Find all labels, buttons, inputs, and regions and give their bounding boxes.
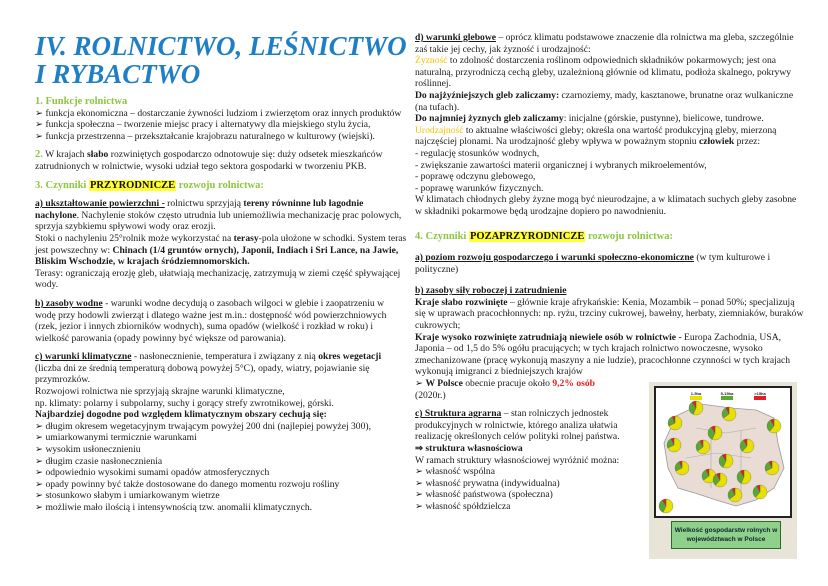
labour-heading: b) zasoby siły roboczej i zatrudnienie xyxy=(415,285,567,297)
section-4-heading: 4. Czynniki POZAPRZYRODNICZE rozwoju rolnictwa: xyxy=(415,230,674,242)
pie-marker xyxy=(696,440,710,454)
paragraph-relief: a) ukształtowanie powierzchni - rolnictwu sprzyjają tereny równinne lub łagodnie nachylone. Nachylenie stoków często utrudnia lub uniemożliwia mechanizację prac polowych, sprzyja szybkiemu spływowi wody oraz erozji. Stoki o nachyleniu 25°rolnik może wykorzystać na terasy-pola ułożone w schodki. System teras jest powszechny w: Chinach (1/4 gruntów ornych), Japonii, Indiach i Sri Lance, na Jawie, Bliskim Wschodzie, w krajach śródziemnomorskich. Terasy: ograniczają erozję gleb, ułatwiają mechanizację, zatrzymują w ziemi część spływającej wody. xyxy=(35,198,407,291)
paragraph-economy: a) poziom rozwoju gospodarczego i warunki społeczno-ekonomiczne (w tym kulturowe i polityczne) xyxy=(415,252,771,275)
list-item: - regulację stosunków wodnych, xyxy=(415,147,540,159)
pie-marker xyxy=(753,485,767,499)
pie-marker xyxy=(765,461,779,475)
pie-marker xyxy=(713,473,727,487)
page-title: IV. ROLNICTWO, LEŚNICTWO I RYBACTWO xyxy=(35,31,407,89)
farm-size-map xyxy=(649,382,797,559)
list-item: ➢ funkcja przestrzenna – przekształcanie krajobrazu naturalnego w kulturowy (wiejski). xyxy=(35,131,407,143)
list-item: ➢ stosunkowo słabym i umiarkowanym wietrze xyxy=(35,490,407,502)
list-item: ➢ własność państwowa (społeczna) xyxy=(415,489,645,501)
paragraph-soil: d) warunki glebowe – oprócz klimatu podstawowe znaczenie dla rolnictwa ma gleba, szczególnie zaś takie jej cechy, jak żyzność i urodzajność: Żyzność to zdolność dostarczenia roślinom odpowiednich składników pokarmowych; jest ona naturalną, przyrodniczą cechą gleby, uzależnioną głównie od klimatu, podłoża skalnego, pokrywy roślinnej. Do najżyźniejszych gleb zaliczamy: czarnoziemy, mady, kasztanowe, brunatne oraz wulkaniczne (na tufach). Do najmniej żyznych gleb zaliczamy: inicjalne (górskie, pustynne), bielicowe, tundrowe. Urodzajność to aktualne właściwości gleby; określa ona wartość produkcyjną gleby, mierzoną najczęściej plonami. Na urodzajność gleby wpływa w poważnym stopniu człowiek przez: xyxy=(415,32,794,148)
list-item: - poprawę odczynu glebowego, xyxy=(415,171,536,183)
pie-marker xyxy=(767,419,781,433)
list-item: ➢ opady powinny być także dostosowane do danego momentu rozwoju rośliny xyxy=(35,479,407,491)
pie-marker xyxy=(737,470,751,484)
map-caption: Wielkość gospodarstw rolnych w województwach w Polsce xyxy=(671,521,781,549)
pie-marker xyxy=(722,407,736,421)
soil-note: W klimatach chłodnych gleby żyzne mogą być nieurodzajne, a w klimatach suchych gleby zasobne w składniki pokarmowe będą urodzajne dopiero po nawodnieniu. xyxy=(415,194,797,217)
list-item: ➢ wysokim usłonecznieniu xyxy=(35,444,407,456)
poland-employment: ➢ W Polsce obecnie pracuje około 9,2% osób (2020r.) xyxy=(415,378,645,401)
left-column xyxy=(35,32,407,514)
pie-marker xyxy=(708,426,722,440)
list-item: ➢ własność wspólna xyxy=(415,466,645,478)
list-item: ➢ funkcja ekonomiczna – dostarczanie żywności ludziom i zwierzętom oraz innych produktów xyxy=(35,108,407,120)
section-1-heading: 1. Funkcje rolnictwa xyxy=(35,96,128,107)
legend-item: 5-15ha xyxy=(719,391,735,400)
section-2-text: 2. W krajach słabo rozwiniętych gospodarczo odnotowuje się: duży odsetek mieszkańców zatrudnionych w rolnictwie, wysoki udział tego sektora gospodarki w tworzeniu PKB. xyxy=(35,149,383,172)
list-item: ➢ długim okresem wegetacyjnym trwającym powyżej 200 dni (najlepiej powyżej 300), xyxy=(35,421,407,433)
pie-marker xyxy=(728,488,742,502)
pie-marker xyxy=(659,499,673,513)
pie-marker xyxy=(719,454,733,468)
map-frame xyxy=(654,386,792,518)
list-item: ➢ własność spółdzielcza xyxy=(415,501,645,513)
list-item: ➢ możliwie mało ilością i intensywnością tzw. anomalii klimatycznych. xyxy=(35,502,407,514)
section-3-heading: 3. Czynniki PRZYRODNICZE rozwoju rolnictwa: xyxy=(35,179,264,191)
list-item: - poprawę warunków fizycznych. xyxy=(415,182,544,194)
pie-marker xyxy=(675,461,689,475)
paragraph-climate: c) warunki klimatyczne - nasłonecznienie, temperatura i związany z nią okres wegetacji (liczba dni ze średnią temperaturą dobową powyżej 5°C), opady, wiatry, pojawianie się przymrozków. Rozwojowi rolnictwa nie sprzyjają skrajne warunki klimatyczne, np. klimaty: polarny i subpolarny, suchy i gorący strefy zwrotnikowej, górski. Najbardziej dogodne pod względem klimatycznym obszary cechują się: xyxy=(35,351,382,421)
list-item: ➢ odpowiednio wysokimi sumami opadów atmosferycznych xyxy=(35,467,407,479)
paragraph-labour: Kraje słabo rozwinięte – głównie kraje afrykańskie: Kenia, Mozambik – ponad 50%; specjalizują się w uprawach pracochłonnych: np. ryżu, trzciny cukrowej, bawełny, herbaty, ziemniaków, buraków cukrowych; Kraje wysoko rozwinięte zatrudniają niewiele osób w rolnictwie - Europa Zachodnia, USA, Japonia – od 1,5 do 5% ogółu pracujących; w tych krajach rolnictwo nowoczesne, wysoko zmechanizowane (pracę wykonują maszyny a nie ludzie), pracochłonne czynności w tych krajach wykonują imigranci z biedniejszych krajów xyxy=(415,296,804,378)
legend-item: 1-5ha xyxy=(688,391,704,400)
pie-marker xyxy=(740,439,754,453)
legend-item: >15ha xyxy=(752,391,768,400)
list-item: ➢ własność prywatna (indywidualna) xyxy=(415,478,645,490)
poland-map xyxy=(656,388,790,516)
list-item: - zwiększanie zawartości materii organicznej i wybranych mikroelementów, xyxy=(415,159,707,171)
pie-marker xyxy=(668,416,682,430)
list-item: ➢ umiarkowanymi termicznie warunkami xyxy=(35,432,407,444)
paragraph-agrarian: c) Struktura agrarna – stan rolniczych jednostek produkcyjnych w rolnictwie, którego analiza ułatwia realizację określonych celów polityki rolnej państwa. ⇒ struktura własnościowa W ramach struktury własnościowej wyróżnić można: xyxy=(415,408,620,466)
paragraph-water: b) zasoby wodne - warunki wodne decydują o zasobach wilgoci w glebie i zaopatrzeniu w wodę przy hodowli zwierząt i dlatego ważne jest m.in.: dostępność wód powierzchniowych (rzek, jezior i innych zbiorników wodnych), suma opadów (wielkość i rozkład w roku) i wielkość parowania (opady powinny być większe od parowania). xyxy=(35,297,387,344)
list-item: ➢ długim czasie nasłonecznienia xyxy=(35,456,407,468)
pie-marker xyxy=(667,438,681,452)
pie-marker xyxy=(689,401,703,415)
list-item: ➢ funkcja społeczna – tworzenie miejsc pracy i alternatywy dla miejskiego stylu życia, xyxy=(35,119,407,131)
